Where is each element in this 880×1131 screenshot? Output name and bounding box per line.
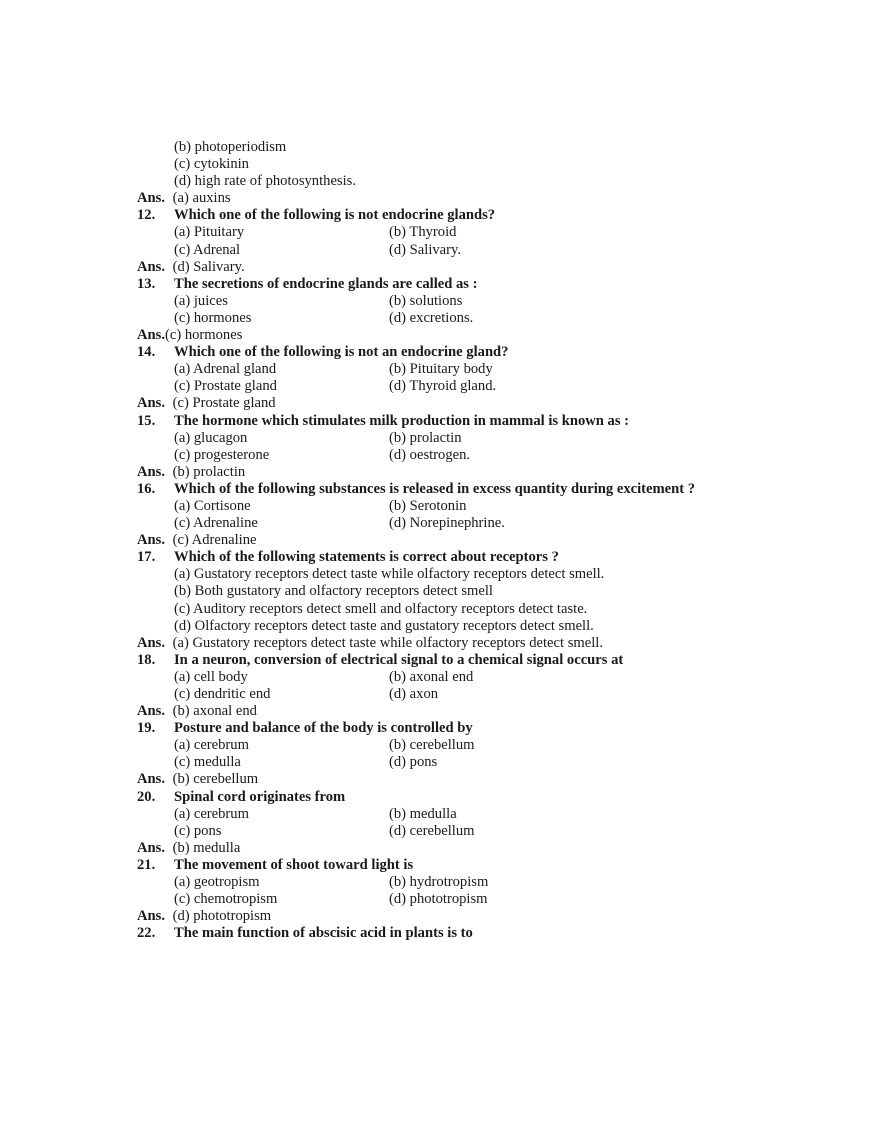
option-text: (b) hydrotropism xyxy=(389,874,489,891)
option-text: (d) Norepinephrine. xyxy=(389,515,505,532)
question-text: Which one of the following is not an endocrine gland? xyxy=(174,344,509,361)
question-number: 20. xyxy=(137,788,156,805)
question-line xyxy=(137,413,745,430)
question-line xyxy=(137,720,745,737)
question-number: 18. xyxy=(137,651,156,668)
question-number: 14. xyxy=(137,344,156,361)
option-text: (d) excretions. xyxy=(389,309,474,326)
answer-line xyxy=(137,190,745,207)
answer-line xyxy=(137,635,745,652)
option-row xyxy=(137,686,745,703)
answer-line xyxy=(137,464,745,481)
option-text: (a) glucagon xyxy=(174,429,248,446)
option-text: (a) cerebrum xyxy=(174,805,249,822)
question-number: 17. xyxy=(137,549,156,566)
answer-label: Ans. xyxy=(137,908,165,925)
answer-text: (d) phototropism xyxy=(168,908,272,925)
option-row xyxy=(137,430,745,447)
option-text: (b) Serotonin xyxy=(389,497,467,514)
question-line xyxy=(137,481,745,498)
question-number: 21. xyxy=(137,856,156,873)
answer-label: Ans. xyxy=(137,703,165,720)
answer-line xyxy=(137,259,745,276)
option-text: (b) photoperiodism xyxy=(174,139,287,155)
answer-label: Ans. xyxy=(137,771,165,788)
option-row xyxy=(137,566,745,583)
option-text: (c) Adrenal xyxy=(174,241,241,258)
answer-label: Ans. xyxy=(137,463,165,480)
question-number: 16. xyxy=(137,480,156,497)
option-text: (c) hormones xyxy=(174,309,252,326)
option-row xyxy=(137,754,745,771)
lead-option xyxy=(137,156,745,173)
question-text: The secretions of endocrine glands are called as : xyxy=(174,275,478,292)
answer-line xyxy=(137,395,745,412)
option-row xyxy=(137,224,745,241)
answer-label: Ans. xyxy=(137,634,165,651)
option-text: (c) cytokinin xyxy=(174,156,249,173)
option-text: (b) Both gustatory and olfactory receptors detect smell xyxy=(174,583,493,600)
option-text: (d) Olfactory receptors detect taste and gustatory receptors detect smell. xyxy=(174,617,594,634)
option-text: (c) Prostate gland xyxy=(174,378,277,395)
question-line xyxy=(137,857,745,874)
question-text: Which of the following substances is released in excess quantity during excitement ? xyxy=(174,480,696,497)
option-row xyxy=(137,823,745,840)
answer-line xyxy=(137,908,745,925)
option-text: (a) Pituitary xyxy=(174,224,245,241)
option-row xyxy=(137,498,745,515)
option-text: (c) dendritic end xyxy=(174,686,271,702)
option-text: (c) Auditory receptors detect smell and olfactory receptors detect taste. xyxy=(174,600,588,617)
question-line xyxy=(137,652,745,669)
answer-label: Ans. xyxy=(137,327,165,344)
option-row xyxy=(137,737,745,754)
option-row xyxy=(137,583,745,600)
option-text: (b) Pituitary body xyxy=(389,361,493,378)
question-line xyxy=(137,789,745,806)
option-text: (b) medulla xyxy=(389,805,457,822)
option-text: (c) pons xyxy=(174,822,222,839)
option-row xyxy=(137,378,745,395)
option-text: (a) geotropism xyxy=(174,874,260,891)
option-text: (b) axonal end xyxy=(389,668,474,685)
option-text: (c) Adrenaline xyxy=(174,515,258,532)
question-text: Posture and balance of the body is controlled by xyxy=(174,720,473,737)
option-text: (a) cell body xyxy=(174,668,248,685)
option-text: (a) Cortisone xyxy=(174,497,251,514)
question-text: Spinal cord originates from xyxy=(174,788,346,805)
option-row xyxy=(137,618,745,635)
option-row xyxy=(137,515,745,532)
option-text: (a) Adrenal gland xyxy=(174,361,277,378)
answer-text: (c) hormones xyxy=(164,327,243,344)
answer-line xyxy=(137,771,745,788)
option-text: (a) Gustatory receptors detect taste while olfactory receptors detect smell. xyxy=(174,566,605,583)
answer-label: Ans. xyxy=(137,839,165,856)
answer-text: (c) Adrenaline xyxy=(168,532,257,549)
option-row xyxy=(137,806,745,823)
lead-option xyxy=(137,139,745,156)
question-list xyxy=(137,139,745,942)
question-line xyxy=(137,925,745,942)
option-text: (b) cerebellum xyxy=(389,737,475,754)
option-row xyxy=(137,361,745,378)
answer-line xyxy=(137,703,745,720)
option-text: (c) chemotropism xyxy=(174,891,278,908)
lead-option xyxy=(137,173,745,190)
question-text: In a neuron, conversion of electrical signal to a chemical signal occurs at xyxy=(174,651,624,668)
option-text: (d) axon xyxy=(389,686,439,702)
option-text: (d) cerebellum xyxy=(389,822,475,839)
question-number: 12. xyxy=(137,207,156,224)
question-line xyxy=(137,549,745,566)
option-row xyxy=(137,293,745,310)
question-line xyxy=(137,207,745,224)
option-text: (c) progesterone xyxy=(174,446,270,463)
answer-label: Ans. xyxy=(137,532,165,549)
question-line xyxy=(137,276,745,293)
option-row xyxy=(137,891,745,908)
question-text: The hormone which stimulates milk production in mammal is known as : xyxy=(174,412,630,429)
option-row xyxy=(137,242,745,259)
answer-text: (c) Prostate gland xyxy=(168,395,276,412)
answer-text: (d) Salivary. xyxy=(168,258,245,275)
question-text: The main function of abscisic acid in plants is to xyxy=(174,925,473,942)
option-text: (b) solutions xyxy=(389,292,463,309)
option-row xyxy=(137,310,745,327)
question-line xyxy=(137,344,745,361)
question-number: 22. xyxy=(137,925,156,942)
option-text: (a) cerebrum xyxy=(174,737,249,754)
option-row xyxy=(137,601,745,618)
option-text: (a) juices xyxy=(174,292,228,309)
answer-text: (a) Gustatory receptors detect taste while olfactory receptors detect smell. xyxy=(168,634,603,651)
option-text: (d) Thyroid gland. xyxy=(389,378,497,395)
option-text: (d) Salivary. xyxy=(389,241,461,258)
option-text: (b) Thyroid xyxy=(389,224,457,241)
answer-text: (b) prolactin xyxy=(168,463,246,480)
answer-line xyxy=(137,840,745,857)
question-number: 19. xyxy=(137,720,156,737)
question-number: 15. xyxy=(137,412,156,429)
answer-text: (a) auxins xyxy=(168,190,231,207)
option-text: (d) phototropism xyxy=(389,891,488,908)
answer-label: Ans. xyxy=(137,258,165,275)
option-text: (d) high rate of photosynthesis. xyxy=(174,173,356,190)
answer-label: Ans. xyxy=(137,190,165,207)
answer-line xyxy=(137,327,745,344)
question-number: 13. xyxy=(137,275,156,292)
answer-line xyxy=(137,532,745,549)
option-text: (d) oestrogen. xyxy=(389,446,471,463)
question-text: Which one of the following is not endocrine glands? xyxy=(174,207,496,224)
option-row xyxy=(137,447,745,464)
option-text: (c) medulla xyxy=(174,754,241,771)
option-row xyxy=(137,874,745,891)
answer-text: (b) medulla xyxy=(168,839,241,856)
answer-label: Ans. xyxy=(137,395,165,412)
question-text: Which of the following statements is correct about receptors ? xyxy=(174,549,559,566)
question-text: The movement of shoot toward light is xyxy=(174,856,414,873)
answer-text: (b) cerebellum xyxy=(168,771,259,788)
option-text: (d) pons xyxy=(389,754,438,771)
answer-text: (b) axonal end xyxy=(168,703,257,720)
option-row xyxy=(137,669,745,686)
option-text: (b) prolactin xyxy=(389,429,462,446)
